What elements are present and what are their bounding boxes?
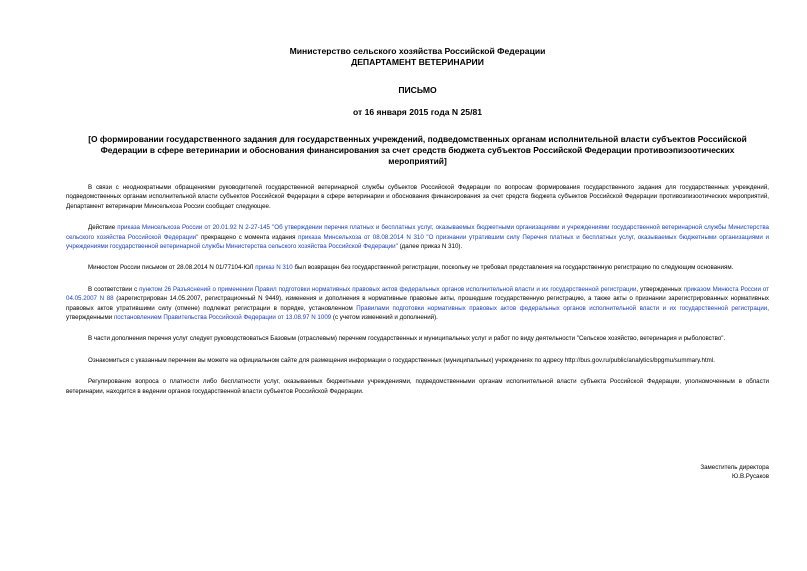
text-segment: , утвержденных bbox=[636, 285, 684, 293]
link-order-310-title[interactable]: "О признании утратившим силу Перечня платных и бесплатных услуг, оказываемых бюджетными организациями и учреждениями государственной ветеринарной службы Министерства сельского хозяйства Российской Федерации" bbox=[66, 233, 769, 251]
text-segment: был возвращен без государственной регистрации, поскольку не требовал представления на государственную регистрацию по следующим основаниям. bbox=[292, 264, 734, 272]
signatory-position: Заместитель директора bbox=[700, 464, 769, 471]
department-name: ДЕПАРТАМЕНТ ВЕТЕРИНАРИИ bbox=[351, 57, 484, 67]
text-segment: прекращено с момента издания bbox=[198, 233, 299, 241]
text-segment: , утвержденными bbox=[66, 304, 769, 322]
paragraph-4 bbox=[66, 285, 769, 323]
paragraph-3 bbox=[66, 263, 769, 272]
text-segment: (далее приказ N 310). bbox=[397, 243, 463, 251]
link-minjust-order-88[interactable]: приказом Минюста России от 04.05.2007 N 88 bbox=[66, 285, 769, 303]
document-title: [О формировании государственного задания для государственных учреждений, подведомственных органам исполнительной власти субъектов Российской Федерации в сфере ветеринарии и обоснования финансирования за счет средств бюджета субъектов Российской Федерации противоэпизоотических мероприятий] bbox=[88, 134, 747, 166]
paragraph-6: Ознакомиться с указанным перечнем вы можете на официальном сайте для размещения информации о государственных (муниципальных) учреждениях по адресу http://bus.gov.ru/public/analytics/bpgmu/summary.html. bbox=[88, 356, 715, 364]
link-order-1992[interactable]: приказа Минсельхоза России от 20.01.92 N 2-27-145 bbox=[117, 224, 270, 232]
link-order-310-short[interactable]: приказ N 310 bbox=[255, 264, 293, 272]
ministry-name: Министерство сельского хозяйства Российской Федерации bbox=[289, 46, 546, 56]
link-clause-26[interactable]: пунктом 26 Разъяснений о применении Правил подготовки нормативных правовых актов федеральных органов исполнительной власти и их государственной регистрации bbox=[139, 285, 637, 293]
document-type: ПИСЬМО bbox=[398, 85, 437, 95]
document-date-number: от 16 января 2015 года N 25/81 bbox=[352, 107, 483, 117]
paragraph-5: В части дополнения перечня услуг следует руководствоваться Базовым (отраслевым) перечнем государственных и муниципальных услуг и работ по виду деятельности "Сельское хозяйство, ветеринария и рыболовство". bbox=[88, 335, 726, 343]
text-segment: В соответствии с bbox=[88, 285, 140, 293]
paragraph-1: В связи с неоднократными обращениями руководителей государственной ветеринарной службы субъектов Российской Федерации по вопросам формирования государственного задания для государственных учреждений, подведомственных органам исполнительной власти субъектов Российской Федерации в сфере ветеринарии и обоснования финансирования за счет средств бюджета субъектов Российской Федерации противоэпизоотических мероприятий, Департамент ветеринарии Минсельхоза России сообщает следующее. bbox=[66, 184, 769, 210]
text-segment: (с учетом изменений и дополнений). bbox=[331, 314, 438, 322]
link-order-1992-title[interactable]: "Об утверждении перечня платных и бесплатных услуг, оказываемых бюджетными организациями и учреждениями государственной ветеринарной службы Министерства сельского хозяйства Российской Федерации" bbox=[66, 224, 769, 241]
link-rules[interactable]: Правилами подготовки нормативных правовых актов федеральных органов исполнительной власти и их государственной регистрации bbox=[356, 304, 768, 312]
paragraph-7: Регулирование вопроса о платности либо бесплатности услуг, оказываемых бюджетными учреждениями, подведомственными органам исполнительной власти субъекта Российской Федерации, уполномоченным в области ветеринарии, находится в ведении органов государственной власти субъектов Российской Федерации. bbox=[66, 378, 769, 395]
text-segment: Минюстом России письмом от 28.08.2014 N 01/77104-ЮЛ bbox=[88, 264, 256, 272]
signatory-name: Ю.В.Русаков bbox=[731, 473, 769, 481]
paragraph-2 bbox=[66, 223, 769, 251]
link-order-310[interactable]: приказа Минсельхоза от 08.08.2014 N 310 bbox=[298, 233, 424, 241]
signature-block bbox=[700, 463, 769, 482]
link-government-decree-1009[interactable]: постановлением Правительства Российской Федерации от 13.08.97 N 1009 bbox=[113, 314, 332, 322]
text-segment: Действие bbox=[88, 224, 118, 232]
document-header bbox=[66, 46, 769, 68]
text-segment: (зарегистрирован 14.05.2007, регистрационный N 9449), изменения и дополнения в нормативные правовые акты, прошедшие государственную регистрацию, а также акты о признании зарегистрированных нормативных правовых актов утратившими силу (отмене) подлежат регистрации в порядке, установленном bbox=[66, 295, 769, 312]
